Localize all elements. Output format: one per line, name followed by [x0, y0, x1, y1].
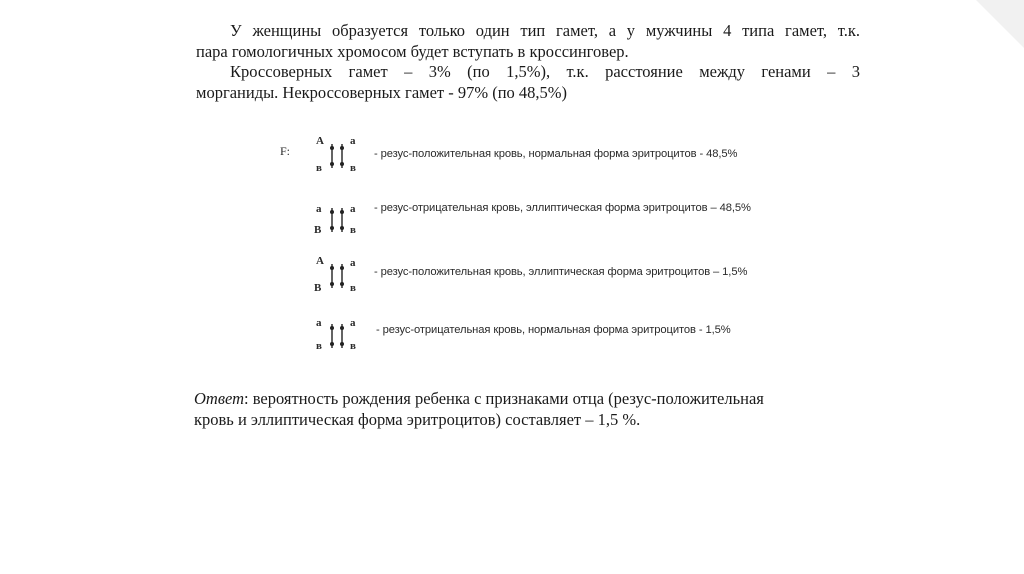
allele-label: А — [316, 255, 324, 267]
chromosome-pair-icon — [327, 320, 349, 352]
chromosome-pair-icon — [327, 140, 349, 172]
chromosome-pair-icon — [327, 260, 349, 292]
paragraph-line: У женщины образуется только один тип гамет, а у мужчины 4 типа гамет, т.к. — [230, 21, 860, 40]
paragraph-gametes — [196, 20, 860, 62]
allele-label: А — [316, 135, 324, 147]
offspring-description: - резус-положительная кровь, эллиптическая форма эритроцитов – 1,5% — [374, 266, 748, 278]
allele-label: а — [350, 135, 356, 147]
allele-label: в — [350, 162, 356, 174]
genotype — [314, 316, 356, 356]
allele-label: в — [316, 340, 322, 352]
generation-label: F: — [280, 144, 291, 158]
allele-label: а — [316, 203, 322, 215]
allele-label: а — [350, 203, 356, 215]
allele-label: в — [350, 282, 356, 294]
answer-line — [194, 388, 854, 409]
offspring-description: - резус-отрицательная кровь, нормальная форма эритроцитов - 1,5% — [376, 324, 731, 336]
chromosome-pair-icon — [327, 204, 349, 236]
paragraph-line: морганиды. Некроссоверных гамет - 97% (по 48,5%) — [196, 83, 568, 102]
offspring-diagram — [270, 128, 810, 358]
offspring-description: - резус-отрицательная кровь, эллиптическая форма эритроцитов – 48,5% — [374, 202, 751, 214]
genotype — [314, 200, 356, 240]
answer-paragraph — [194, 388, 854, 430]
paragraph-line: Кроссоверных гамет – 3% (по 1,5%), т.к. расстояние между генами – 3 — [230, 62, 860, 81]
allele-label: В — [314, 282, 322, 294]
allele-label: а — [316, 317, 322, 329]
answer-label: Ответ — [194, 389, 245, 408]
answer-line: кровь и эллиптическая форма эритроцитов) составляет – 1,5 %. — [194, 410, 641, 429]
genotype — [314, 256, 356, 296]
allele-label: В — [314, 224, 322, 236]
allele-label: в — [350, 340, 356, 352]
paragraph-line: пара гомологичных хромосом будет вступать в кроссинговер. — [196, 42, 629, 61]
answer-text: : вероятность рождения ребенка с признаками отца (резус-положительная — [244, 389, 764, 408]
allele-label: а — [350, 317, 356, 329]
offspring-description: - резус-положительная кровь, нормальная форма эритроцитов - 48,5% — [374, 148, 738, 160]
allele-label: в — [350, 224, 356, 236]
genotype — [314, 136, 356, 176]
allele-label: в — [316, 162, 322, 174]
slide-corner-decoration — [976, 0, 1024, 48]
allele-label: а — [350, 257, 356, 269]
paragraph-crossover — [196, 61, 860, 103]
